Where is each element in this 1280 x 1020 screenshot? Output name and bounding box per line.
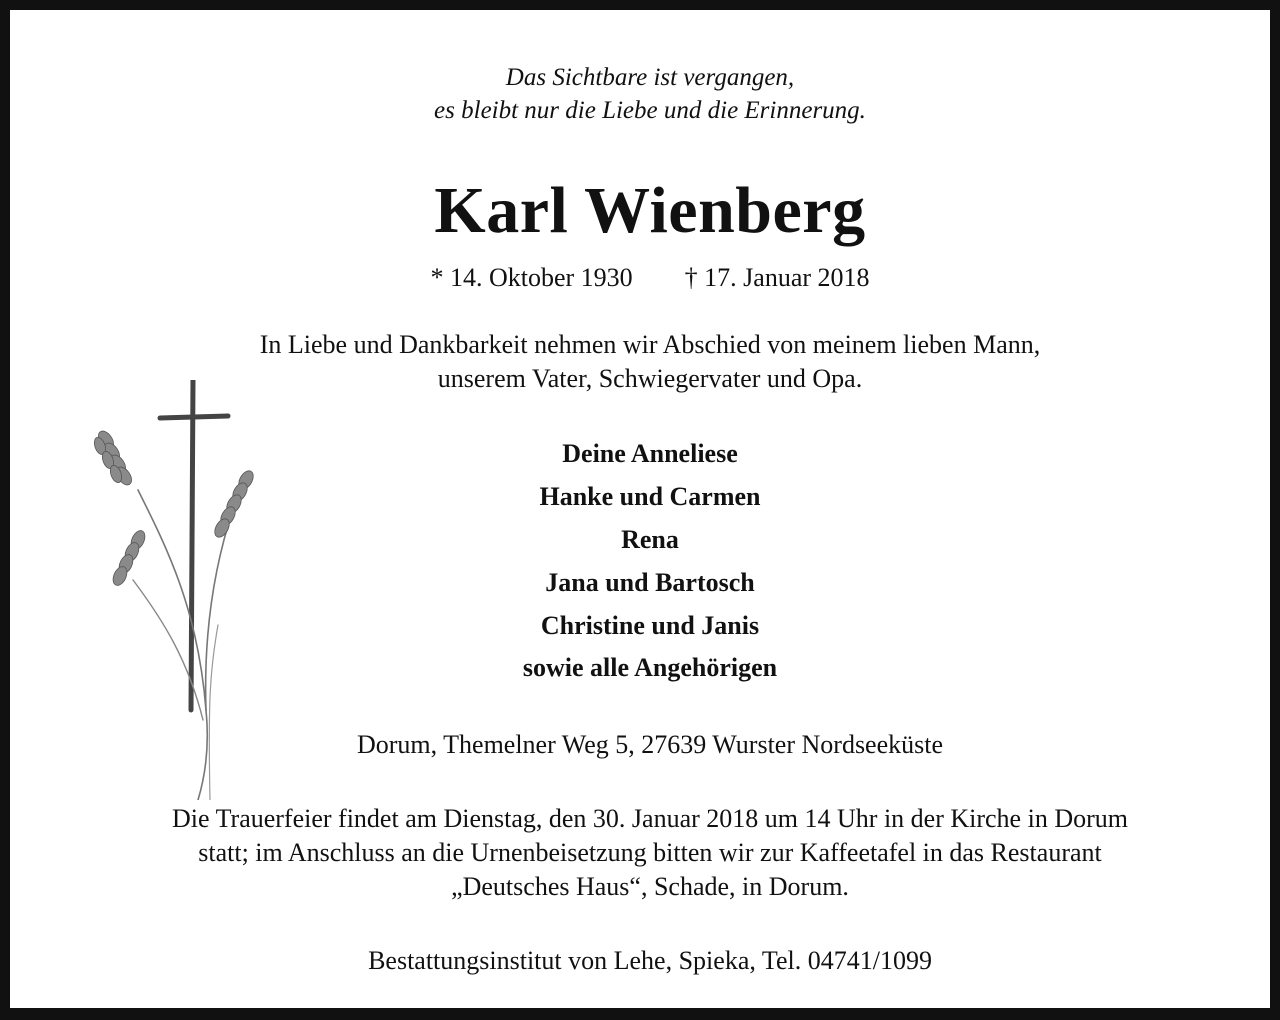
- farewell-line-2: unserem Vater, Schwiegervater und Opa.: [437, 364, 863, 393]
- mourner-2: Hanke und Carmen: [539, 482, 761, 511]
- mourner-6: sowie alle Angehörigen: [522, 653, 778, 682]
- motto-line-2: es bleibt nur die Liebe und die Erinnerung.: [434, 97, 866, 124]
- undertaker: Bestattungsinstitut von Lehe, Spieka, Tel. 04741/1099: [368, 946, 932, 975]
- cross-with-wheat-icon: [78, 380, 278, 800]
- mourner-5: Christine und Janis: [540, 611, 760, 640]
- death-date: † 17. Januar 2018: [684, 263, 870, 292]
- service-line-3: „Deutsches Haus“, Schade, in Dorum.: [451, 872, 849, 901]
- mourner-1: Deine Anneliese: [562, 439, 738, 468]
- mourner-4: Jana und Bartosch: [545, 568, 755, 597]
- birth-date: * 14. Oktober 1930: [430, 263, 633, 292]
- service-line-1: Die Trauerfeier findet am Dienstag, den 30. Januar 2018 um 14 Uhr in der Kirche in Dorum: [172, 804, 1128, 833]
- farewell-line-1: In Liebe und Dankbarkeit nehmen wir Abschied von meinem lieben Mann,: [259, 330, 1041, 359]
- deceased-name: Karl Wienberg: [434, 174, 866, 247]
- mourner-3: Rena: [621, 525, 679, 554]
- motto-line-1: Das Sichtbare ist vergangen,: [505, 64, 795, 91]
- service-line-2: statt; im Anschluss an die Urnenbeisetzung bitten wir zur Kaffeetafel in das Restaurant: [198, 838, 1102, 867]
- address: Dorum, Themelner Weg 5, 27639 Wurster Nordseeküste: [356, 730, 944, 759]
- life-dates: [10, 263, 1280, 293]
